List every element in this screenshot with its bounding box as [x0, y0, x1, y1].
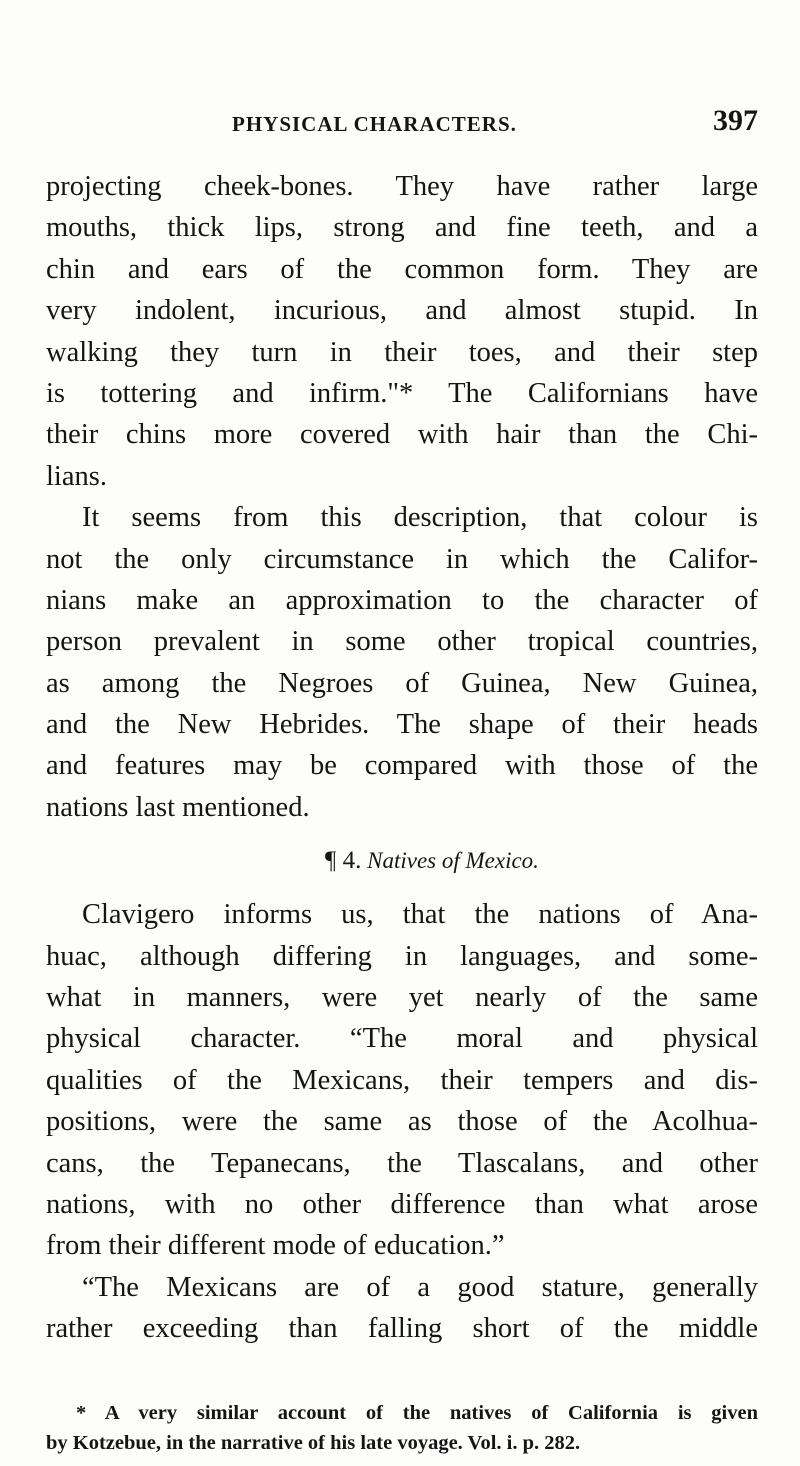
paragraph-start-line: Clavigero informs us, that the nations of Ana-: [82, 899, 758, 931]
text-line: rather exceeding than falling short of the middle: [46, 1313, 758, 1345]
text-line: walking they turn in their toes, and their step: [46, 336, 758, 368]
text-line: projecting cheek-bones. They have rather large: [46, 171, 758, 202]
text-line: and features may be compared with those of the: [46, 750, 758, 782]
text-line: lians.: [46, 460, 107, 492]
text-line: very indolent, incurious, and almost stupid. In: [46, 295, 758, 327]
text-line: and the New Hebrides. The shape of their heads: [46, 709, 758, 741]
text-line: person prevalent in some other tropical countries,: [46, 626, 758, 658]
running-head: [46, 104, 764, 144]
text-line: nations, with no other difference than what arose: [46, 1188, 758, 1220]
footnote-line: by Kotzebue, in the narrative of his late voyage. Vol. i. p. 282.: [46, 1432, 581, 1454]
text-line: their chins more covered with hair than the Chi-: [46, 419, 758, 451]
text-line: positions, were the same as those of the Acolhua-: [46, 1106, 758, 1138]
text-line: from their different mode of education.”: [46, 1230, 505, 1262]
text-line: cans, the Tepanecans, the Tlascalans, and other: [46, 1147, 758, 1179]
text-line: physical character. “The moral and physical: [46, 1023, 758, 1055]
text-line: as among the Negroes of Guinea, New Guinea,: [46, 667, 758, 699]
paragraph-start-line: It seems from this description, that colour is: [82, 502, 758, 534]
running-title: PHYSICAL CHARACTERS.: [232, 112, 517, 136]
text-line: is tottering and infirm."* The Californians have: [46, 377, 758, 409]
text-line: huac, although differing in languages, and some-: [46, 940, 758, 972]
text-line: mouths, thick lips, strong and fine teeth, and a: [46, 212, 758, 244]
text-line: qualities of the Mexicans, their tempers and dis-: [46, 1064, 758, 1096]
text-line: chin and ears of the common form. They are: [46, 253, 758, 285]
section-marker: ¶ 4.: [325, 847, 362, 875]
section-title: Natives of Mexico.: [367, 848, 539, 874]
text-line: nians make an approximation to the character of: [46, 584, 758, 616]
paragraph-start-line: “The Mexicans are of a good stature, generally: [82, 1271, 758, 1303]
footnote: [46, 1398, 758, 1458]
text-line: what in manners, were yet nearly of the same: [46, 982, 758, 1014]
text-line: nations last mentioned.: [46, 791, 310, 823]
main-text: [46, 166, 758, 1350]
text-line: not the only circumstance in which the Califor-: [46, 543, 758, 575]
section-heading: [46, 828, 758, 894]
footnote-line: * A very similar account of the natives of California is given: [76, 1402, 758, 1424]
page-number: 397: [713, 104, 758, 137]
